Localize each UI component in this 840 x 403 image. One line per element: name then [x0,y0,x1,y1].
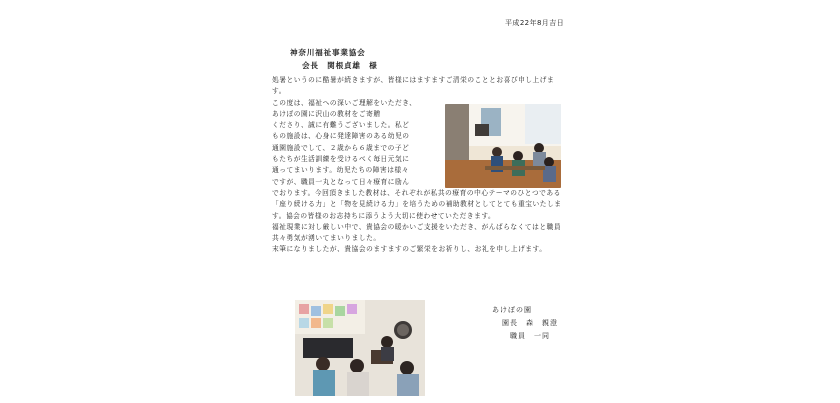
letter-page [262,8,578,403]
signature-staff: 職員 一同 [510,332,550,340]
paragraph-line: あけぼの園に沢山の教材をご寄贈 [272,109,381,118]
paragraph-line: ですが、職員一丸となって日々療育に励ん [272,177,410,186]
paragraph-line: もの施設は、心身に発達障害のある幼児の [272,132,410,141]
paragraph-line: 通ってまいります。幼児たちの障害は様々 [272,166,409,175]
recipient-block [290,46,378,72]
classroom-photo-top [445,104,561,188]
signature-director: 園長 森 親澄 [502,319,558,327]
paragraph-line: もたちが生活訓練を受けるべく毎日元気に [272,155,410,164]
paragraph-materials: でおります。今回頂きました教材は、それぞれが私共の療育の中心テーマのひとつである「座り続ける力」と「物を見続ける力」を培うための補助教材としてとても重宝いたします。協会の皆様のお志持ちに添うよう大切に使わせていただきます。 [272,188,562,220]
signature-org: あけぼの園 [492,306,532,314]
paragraph-support: 福祉現業に対し厳しい中で、貴協会の暖かいご支援をいただき、がんばらなくてはと職員共々勇気が湧いてまいりました。 [272,222,562,243]
classroom-photo-bottom [295,300,425,396]
paragraph-line: 通園施設でして、２歳から６歳までの子ど [272,143,410,152]
recipient-name: 会長 関根貞雄 様 [302,61,378,70]
signature-block [492,304,558,343]
paragraph-greeting: 処暑というのに酷暑が続きますが、皆様にはますますご清栄のこととお喜び申し上げます。 [272,76,555,96]
paragraph-closing: 末筆になりましたが、貴協会のますますのご繁栄をお祈りし、お礼を申し上げます。 [272,245,547,254]
paragraph-line: この度は、福祉への深いご理解をいただき、 [272,98,417,107]
paragraph-line: くださり、誠に有難うございました。私ど [272,121,410,130]
letter-date: 平成22年8月吉日 [505,19,564,27]
recipient-org: 神奈川福祉事業協会 [290,48,366,57]
